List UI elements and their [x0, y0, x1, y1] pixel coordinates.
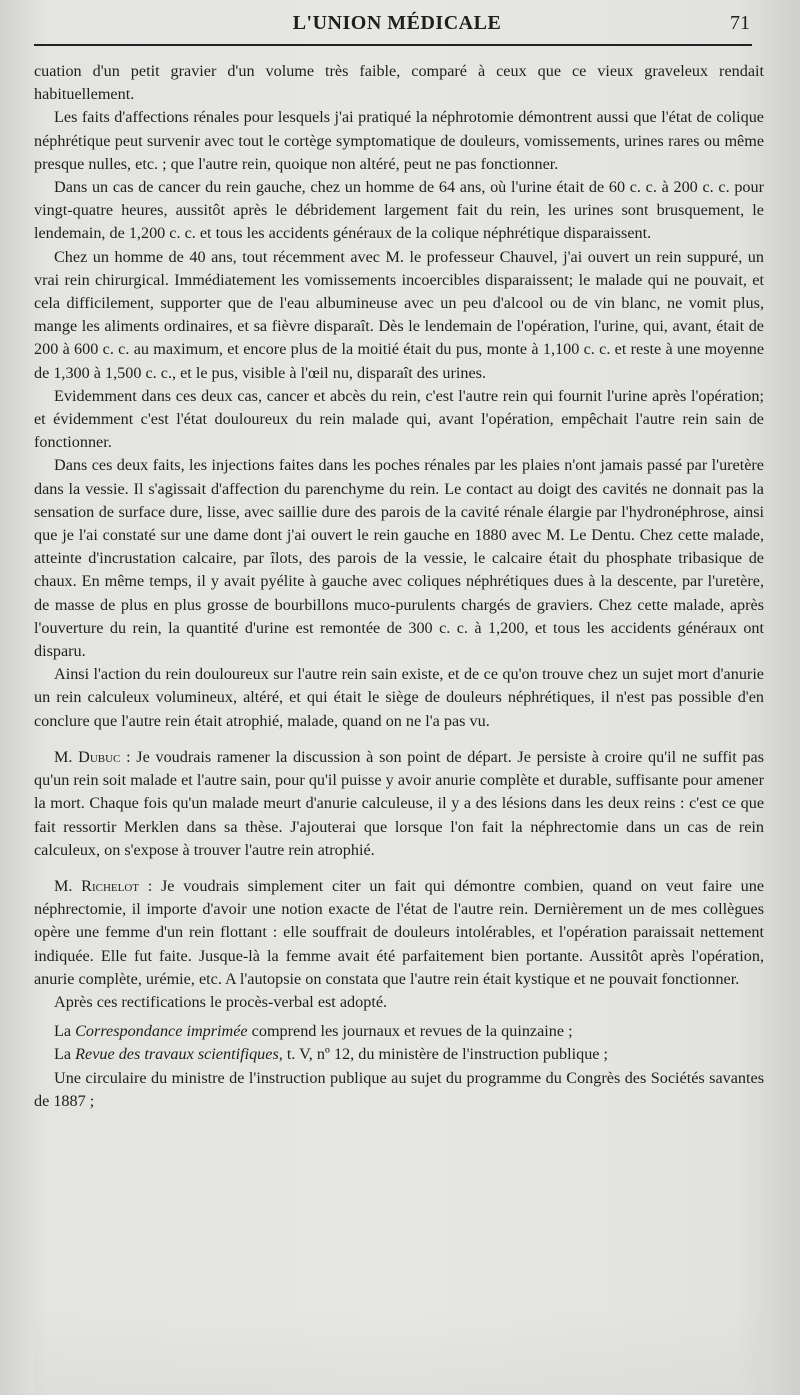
paragraph: Chez un homme de 40 ans, tout récemment avec M. le professeur Chauvel, j'ai ouvert un rein suppuré, un vrai rein chirurgical. Immédiatement les vomissements incoercibles disparaissent; le malade qui ne pouvait, et cela difficilement, supporter que de l'eau albumineuse avec un peu d'alcool ou de vin blanc, ne vomit plus, mange les aliments ordinaires, et sa fièvre disparaît. Dès le lendemain de l'opération, l'urine, qui, avant, était de 200 à 600 c. c. au maximum, et encore plus de la moitié était du pus, monte à 1,100 c. c. et reste à une moyenne de 1,300 à 1,500 c. c., et le pus, visible à l'œil nu, disparaît des urines. [34, 247, 764, 382]
speaker-paragraph-richelot [34, 875, 764, 991]
italic-title: Revue des travaux scientifiques, [75, 1045, 283, 1064]
text-run: La [54, 1045, 76, 1064]
page-number: 71 [730, 12, 750, 34]
correspondence-intro [34, 1020, 764, 1043]
paragraph: Après ces rectifications le procès-verbal est adopté. [54, 992, 388, 1011]
paragraph: Evidemment dans ces deux cas, cancer et abcès du rein, c'est l'autre rein qui fournit l'urine après l'opération; et évidemment c'est l'état douloureux du rein malade qui, avant l'opération, empêchait l'autre rein sain de fonctionner. [34, 386, 764, 452]
paragraph: cuation d'un petit gravier d'un volume très faible, comparé à ceux que ce vieux graveleux rendait habituellement. [34, 62, 764, 104]
speaker-name: M. Dubuc : [54, 747, 131, 766]
speaker-paragraph-dubuc [34, 746, 764, 862]
paragraph: Dans ces deux faits, les injections faites dans les poches rénales par les plaies n'ont jamais passé par l'uretère dans la vessie. Il s'agissait d'affection du parenchyme du rein. Le contact au doigt des cavités ne donnait pas la sensation de surface dure, lisse, avec saillie dure des parois de la cavité rénale élargie par l'hydronéphrose, ainsi que je l'ai constaté sur une dame dont j'ai ouvert le rein gauche en 1880 avec M. Le Dentu. Chez cette malade, atteinte d'incrustation calcaire, par îlots, des parois de la vessie, le calcaire était du phosphate tribasique de chaux. En même temps, il y avait pyélite à gauche avec coliques néphrétiques dues à la descente, par l'uretère, de masse de plus en plus grosse de bourbillons muco-purulents chargés de graviers. Chez cette malade, après l'ouverture du rein, la quantité d'urine est remontée de 300 c. c. à 1,200, et tous les accidents généraux ont disparu. [34, 456, 764, 661]
paragraph: Ainsi l'action du rein douloureux sur l'autre rein sain existe, et de ce qu'on trouve chez un sujet mort d'anurie un rein calculeux volumineux, altéré, et qui était le siège de douleurs néphrétiques, il n'est pas possible d'en conclure que l'autre rein était atrophié, malade, quand on ne l'a pas vu. [34, 665, 764, 730]
correspondence-item: Une circulaire du ministre de l'instruction publique au sujet du programme du Congrès des Sociétés savantes de 1887 ; [34, 1068, 764, 1110]
page-shading [34, 1312, 764, 1395]
text-run: t. V, nº 12, du ministère de l'instruction publique ; [282, 1045, 609, 1064]
text-run: comprend les journaux et revues de la quinzaine ; [247, 1022, 573, 1041]
running-header [34, 8, 760, 42]
speaker-name: M. Richelot : [54, 876, 153, 895]
speaker-text: Je voudrais ramener la discussion à son point de départ. Je persiste à croire qu'il ne suffit pas qu'un rein soit malade et l'autre sain, pour qu'il puisse y avoir anurie complète et durable, suffisante pour amener la mort. Chaque fois qu'un malade meurt d'anurie calculeuse, il y a des lésions dans les deux reins : c'est ce que fait ressortir Merklen dans sa thèse. J'ajouterai que lorsque l'on fait la néphrectomie dans un cas de rein calculeux, on s'expose à trouver l'autre rein atrophié. [34, 747, 764, 859]
speaker-text: Je voudrais simplement citer un fait qui démontre combien, quand on veut faire une néphrectomie, il importe d'avoir une notion exacte de l'état de l'autre rein. Dernièrement un de mes collègues opère une femme d'un rein flottant : elle souffrait de douleurs intolérables, et l'opération paraissait nettement indiquée. Elle fut faite. Jusque-là la femme avait été parfaitement bien portante. Aussitôt après l'opération, anurie complète, urémie, etc. A l'autopsie on constata que l'autre rein était kystique et ne pouvait fonctionner. [34, 876, 765, 988]
header-rule [34, 44, 752, 46]
article-body [34, 60, 764, 1113]
correspondence-item [34, 1043, 764, 1066]
paragraph: Les faits d'affections rénales pour lesquels j'ai pratiqué la néphrotomie démontrent aussi que l'état de colique néphrétique peut survenir avec tout le cortège symptomatique de douleurs, vomissements, urines rares ou même presque nulles, etc. ; que l'autre rein, quoique non altéré, peut ne pas fonctionner. [34, 108, 764, 173]
journal-title: L'UNION MÉDICALE [292, 12, 502, 34]
italic-title: Correspondance imprimée [75, 1022, 248, 1041]
text-run: La [54, 1022, 76, 1041]
paragraph: Dans un cas de cancer du rein gauche, chez un homme de 64 ans, où l'urine était de 60 c. c. à 200 c. c. pour vingt-quatre heures, aussitôt après le débridement largement fait du rein, les urines sont brusquement, le lendemain, de 1,200 c. c. et tous les accidents généraux de la colique néphrétique disparaissent. [34, 178, 764, 243]
